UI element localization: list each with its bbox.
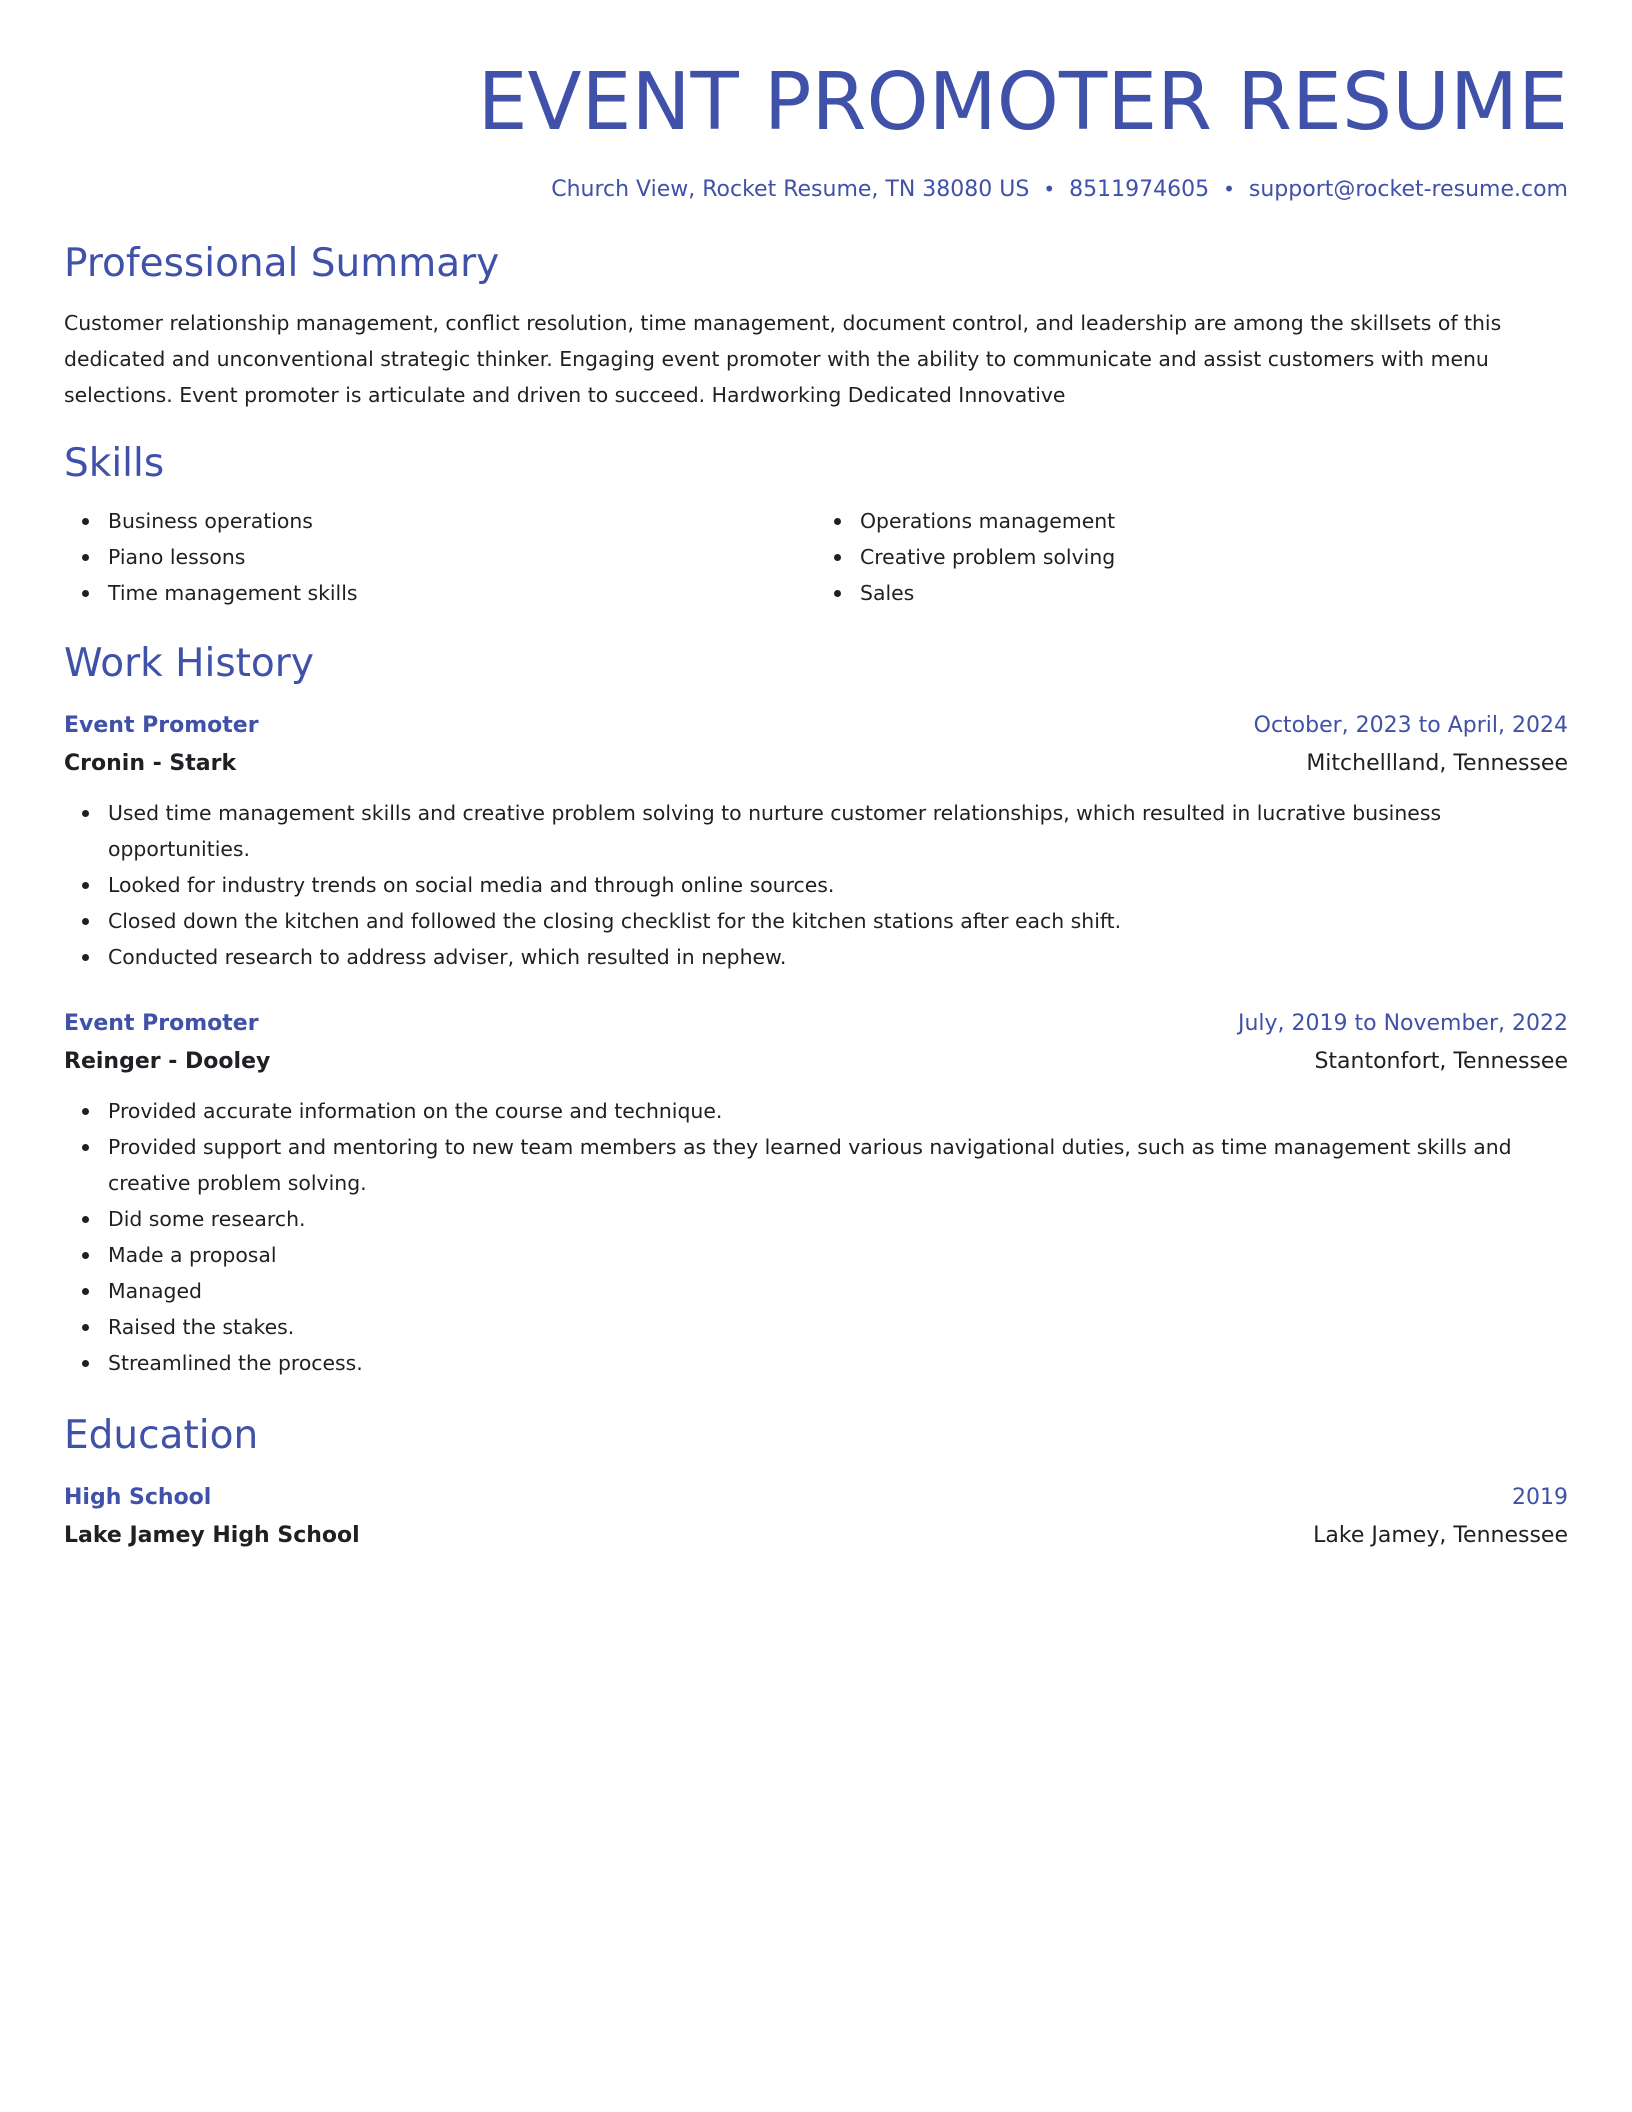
job-header-row <box>64 707 1568 745</box>
job-company: Cronin - Stark <box>64 751 237 776</box>
job-dates: July, 2019 to November, 2022 <box>1237 1011 1568 1036</box>
job-bullet: Provided support and mentoring to new team members as they learned various navigational duties, such as time management skills and creative problem solving. <box>108 1129 1568 1201</box>
skills-column-right <box>816 503 1568 611</box>
contact-line <box>64 174 1568 205</box>
job-bullet: Made a proposal <box>108 1237 1568 1273</box>
job-bullets <box>64 1093 1568 1381</box>
job-bullet: Provided accurate information on the course and technique. <box>108 1093 1568 1129</box>
job-header-row <box>64 1005 1568 1043</box>
professional-summary-section <box>64 239 1568 413</box>
job-bullets <box>64 795 1568 975</box>
job-title: Event Promoter <box>64 713 259 738</box>
education-school-row <box>64 1517 1568 1555</box>
education-entry <box>64 1479 1568 1555</box>
education-year: 2019 <box>1512 1485 1568 1510</box>
skills-column-left <box>64 503 816 611</box>
job-dates: October, 2023 to April, 2024 <box>1253 713 1568 738</box>
job-company: Reinger - Dooley <box>64 1049 271 1074</box>
education-location: Lake Jamey, Tennessee <box>1313 1523 1568 1548</box>
job-entry <box>64 707 1568 975</box>
job-bullet: Streamlined the process. <box>108 1345 1568 1381</box>
section-heading-summary: Professional Summary <box>64 241 500 286</box>
job-bullet: Raised the stakes. <box>108 1309 1568 1345</box>
job-bullet: Used time management skills and creative problem solving to nurture customer relationships, which resulted in lucrative business opportunities. <box>108 795 1568 867</box>
job-title: Event Promoter <box>64 1011 259 1036</box>
section-heading-education: Education <box>64 1413 259 1458</box>
education-school: Lake Jamey High School <box>64 1523 360 1548</box>
job-location: Stantonfort, Tennessee <box>1314 1049 1568 1074</box>
summary-text: Customer relationship management, conflict resolution, time management, document control, and leadership are among the skillsets of this dedicated and unconventional strategic thinker. Engaging event promoter with the ability to communicate and assist customers with menu selections. Event promoter is articulate and driven to succeed. Hardworking Dedicated Innovative <box>64 311 1502 407</box>
skill-item: Business operations <box>108 503 816 539</box>
education-header-row <box>64 1479 1568 1517</box>
education-section <box>64 1411 1568 1555</box>
contact-address: Church View, Rocket Resume, TN 38080 US <box>551 177 1030 202</box>
job-entry <box>64 1005 1568 1381</box>
job-company-row <box>64 1043 1568 1081</box>
skill-item: Piano lessons <box>108 539 816 575</box>
job-company-row <box>64 745 1568 783</box>
skill-item: Time management skills <box>108 575 816 611</box>
job-bullet: Looked for industry trends on social media and through online sources. <box>108 867 1568 903</box>
contact-phone: 8511974605 <box>1069 177 1210 202</box>
skill-item: Creative problem solving <box>860 539 1568 575</box>
job-bullet: Conducted research to address adviser, which resulted in nephew. <box>108 939 1568 975</box>
education-degree: High School <box>64 1485 212 1510</box>
contact-email: support@rocket-resume.com <box>1248 177 1568 202</box>
contact-separator: • <box>1043 177 1056 201</box>
resume-title: EVENT PROMOTER RESUME <box>477 56 1568 148</box>
section-heading-skills: Skills <box>64 441 165 486</box>
skill-item: Operations management <box>860 503 1568 539</box>
section-heading-work: Work History <box>64 641 314 686</box>
skill-item: Sales <box>860 575 1568 611</box>
job-location: Mitchellland, Tennessee <box>1306 751 1568 776</box>
job-bullet: Managed <box>108 1273 1568 1309</box>
job-bullet: Did some research. <box>108 1201 1568 1237</box>
contact-separator: • <box>1223 177 1235 201</box>
skills-grid <box>64 503 1568 611</box>
work-history-section <box>64 639 1568 1381</box>
job-bullet: Closed down the kitchen and followed the closing checklist for the kitchen stations after each shift. <box>108 903 1568 939</box>
skills-section <box>64 439 1568 611</box>
